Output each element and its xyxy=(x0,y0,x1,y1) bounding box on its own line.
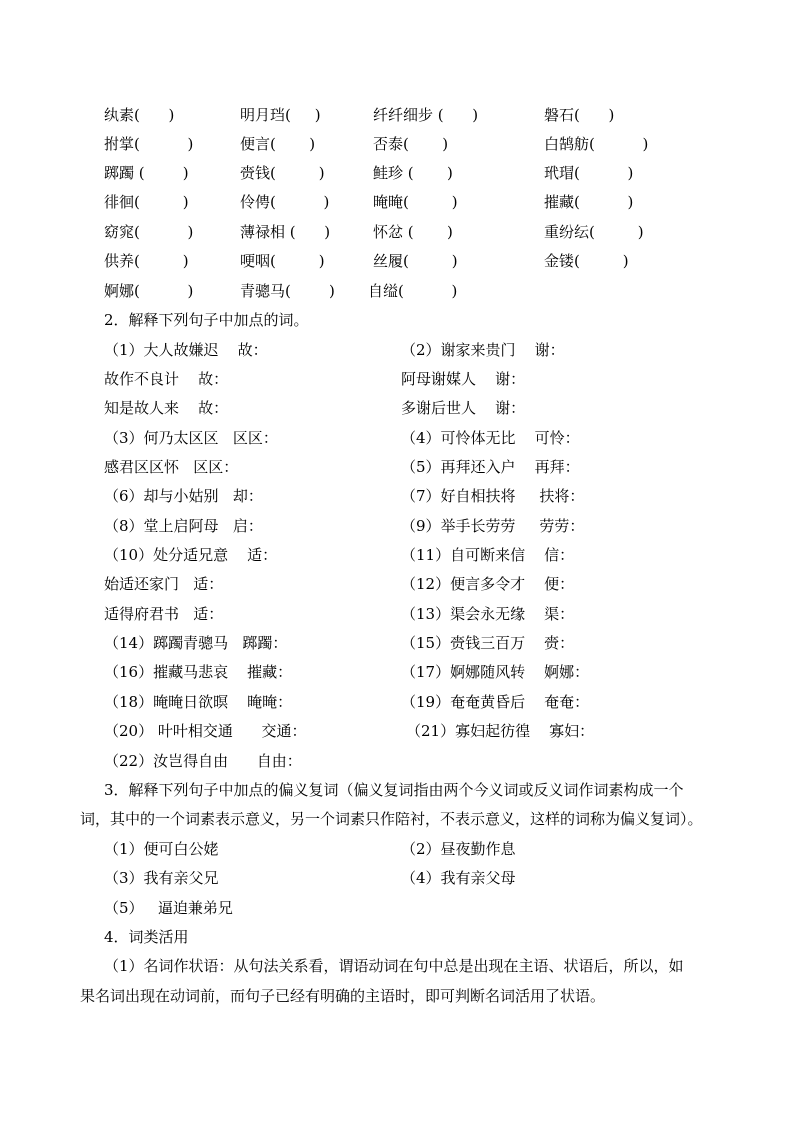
exercise-item: （8）堂上启阿母 启： xyxy=(104,517,263,535)
section-heading: 4．词类活用 xyxy=(104,928,189,946)
exercise-item: （7）好自相扶将 扶将： xyxy=(401,487,585,505)
exercise-item: （4）我有亲父母 xyxy=(401,869,516,887)
paragraph-line: （1）名词作状语：从句法关系看，谓语动词在句中总是出现在主语、状语后，所以，如 xyxy=(104,957,684,975)
vocab-item: 鲑珍 ( ) xyxy=(373,164,453,182)
exercise-item: （18）晻晻日欲暝 晻晻： xyxy=(104,693,293,711)
vocab-item: 怀忿 ( ) xyxy=(373,223,453,241)
exercise-item: （3）我有亲父兄 xyxy=(104,869,219,887)
exercise-item: 感君区区怀 区区： xyxy=(104,458,239,476)
exercise-item: 始适还家门 适： xyxy=(104,575,224,593)
vocab-item: 拊掌( ) xyxy=(104,135,194,153)
exercise-item: （1）便可白公姥 xyxy=(104,840,219,858)
vocab-item: 便言( ) xyxy=(240,135,316,153)
vocab-item: 晻晻( ) xyxy=(373,193,458,211)
section-heading-continued: 词，其中的一个词素表示意义，另一个词素只作陪衬，不表示意义，这样的词称为偏义复词）。 xyxy=(80,810,703,828)
vocab-item: 纨素( ) xyxy=(104,106,175,124)
exercise-item: （14）踯躅青骢马 踯躅： xyxy=(104,634,288,652)
vocab-item: 供养( ) xyxy=(104,252,189,270)
vocab-item: 青骢马( ) xyxy=(240,282,335,300)
vocab-item: 白鹄舫( ) xyxy=(544,135,649,153)
vocab-item: 重纷纭( ) xyxy=(544,223,644,241)
vocab-item: 赍钱( ) xyxy=(240,164,325,182)
vocab-item: 纤纤细步 ( ) xyxy=(373,106,479,124)
exercise-item: （19）奄奄黄昏后 奄奄： xyxy=(401,693,590,711)
exercise-item: （21）寡妇起彷徨 寡妇： xyxy=(406,722,595,740)
exercise-item: （2）昼夜勤作息 xyxy=(401,840,516,858)
vocab-item: 摧藏( ) xyxy=(544,193,634,211)
section-heading: 3．解释下列句子中加点的偏义复词（偏义复词指由两个今义词或反义词作词素构成一个 xyxy=(104,781,684,799)
vocab-item: 婀娜( ) xyxy=(104,282,194,300)
vocab-item: 薄禄相 ( ) xyxy=(240,223,331,241)
exercise-item: （6）却与小姑别 却： xyxy=(104,487,263,505)
exercise-item: （5） 逼迫兼弟兄 xyxy=(104,899,233,917)
exercise-item: （5）再拜还入户 再拜： xyxy=(401,458,580,476)
vocab-item: 磐石( ) xyxy=(544,106,615,124)
exercise-item: （10）处分适兄意 适： xyxy=(104,546,278,564)
vocab-item: 明月珰( ) xyxy=(240,106,321,124)
vocab-item: 丝履( ) xyxy=(373,252,458,270)
exercise-item: 故作不良计 故： xyxy=(104,370,229,388)
exercise-item: 阿母谢媒人 谢： xyxy=(401,370,526,388)
exercise-item: 适得府君书 适： xyxy=(104,605,224,623)
exercise-item: （17）婀娜随风转 婀娜： xyxy=(401,663,590,681)
section-heading: 2．解释下列句子中加点的词。 xyxy=(104,311,309,329)
exercise-item: （1）大人故嫌迟 故： xyxy=(104,341,268,359)
exercise-item: （16）摧藏马悲哀 摧藏： xyxy=(104,663,293,681)
exercise-item: （4）可怜体无比 可怜： xyxy=(401,429,580,447)
vocab-item: 踯躅 ( ) xyxy=(104,164,189,182)
exercise-item: （9）举手长劳劳 劳劳： xyxy=(401,517,585,535)
exercise-item: （13）渠会永无缘 渠： xyxy=(401,605,575,623)
exercise-item: 知是故人来 故： xyxy=(104,399,229,417)
vocab-item: 否泰( ) xyxy=(373,135,449,153)
exercise-item: （22）汝岂得自由 自由： xyxy=(104,752,302,770)
exercise-item: （12）便言多令才 便： xyxy=(401,575,575,593)
exercise-item: （3）何乃太区区 区区： xyxy=(104,429,278,447)
vocab-item: 徘徊( ) xyxy=(104,193,189,211)
vocab-item: 自缢( ) xyxy=(368,282,458,300)
vocab-item: 金镂( ) xyxy=(544,252,629,270)
paragraph-line: 果名词出现在动词前，而句子已经有明确的主语时，即可判断名词活用了状语。 xyxy=(80,987,606,1005)
exercise-item: 多谢后世人 谢： xyxy=(401,399,526,417)
exercise-item: （2）谢家来贵门 谢： xyxy=(401,341,565,359)
vocab-item: 窈窕( ) xyxy=(104,223,194,241)
vocab-item: 玳瑁( ) xyxy=(544,164,634,182)
vocab-item: 哽咽( ) xyxy=(240,252,325,270)
exercise-item: （11）自可断来信 信： xyxy=(401,546,575,564)
exercise-item: （20） 叶叶相交通 交通： xyxy=(104,722,307,740)
vocab-item: 伶俜( ) xyxy=(240,193,330,211)
exercise-item: （15）赍钱三百万 赍： xyxy=(401,634,575,652)
